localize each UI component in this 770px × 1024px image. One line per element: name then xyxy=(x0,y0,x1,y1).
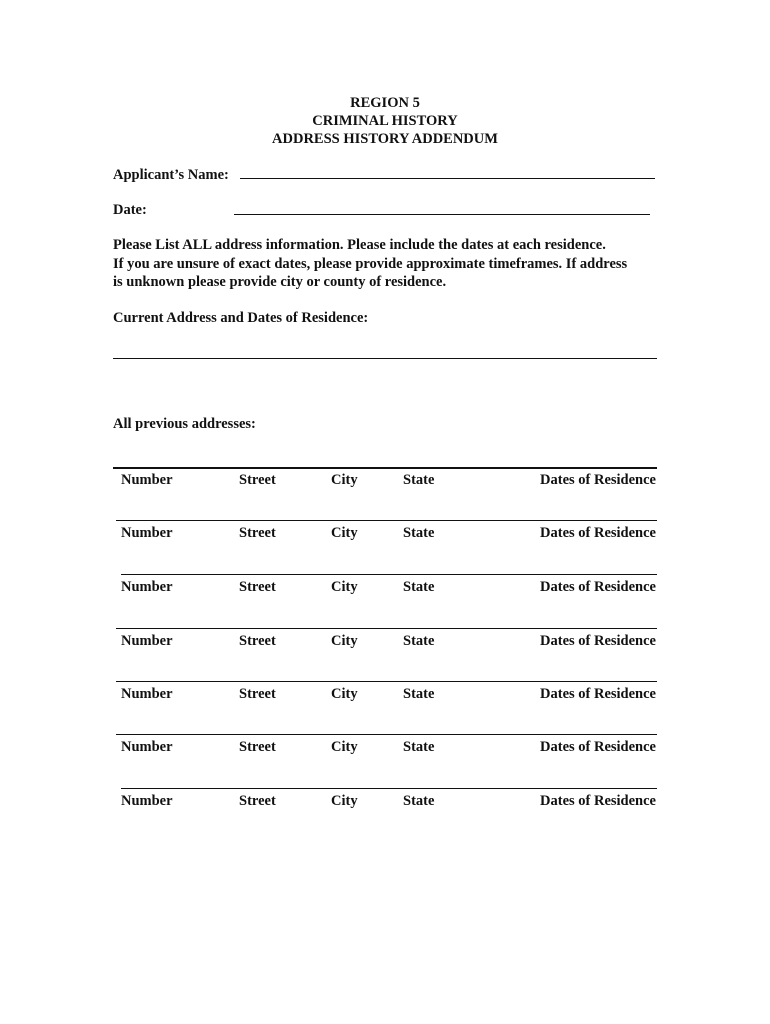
instruction-line-2: If you are unsure of exact dates, please provide approximate timeframes. If address xyxy=(113,256,628,272)
dates-column-label: Dates of Residence xyxy=(540,579,656,595)
dates-column-label: Dates of Residence xyxy=(540,793,656,809)
applicant-name-label: Applicant’s Name: xyxy=(113,167,229,183)
address-row-rule[interactable] xyxy=(116,734,657,735)
number-column-label: Number xyxy=(121,739,173,755)
dates-column-label: Dates of Residence xyxy=(540,472,656,488)
number-column-label: Number xyxy=(121,686,173,702)
address-row-rule[interactable] xyxy=(121,788,657,789)
address-row xyxy=(0,628,770,648)
address-row xyxy=(0,734,770,754)
state-column-label: State xyxy=(403,579,435,595)
address-row xyxy=(0,788,770,808)
header-region: REGION 5 xyxy=(350,95,420,111)
street-column-label: Street xyxy=(239,739,276,755)
number-column-label: Number xyxy=(121,525,173,541)
dates-column-label: Dates of Residence xyxy=(540,686,656,702)
address-row-rule[interactable] xyxy=(121,574,657,575)
header-criminal-history: CRIMINAL HISTORY xyxy=(312,113,458,129)
city-column-label: City xyxy=(331,739,358,755)
header-addendum-title: ADDRESS HISTORY ADDENDUM xyxy=(272,131,498,147)
number-column-label: Number xyxy=(121,633,173,649)
date-label: Date: xyxy=(113,202,147,218)
street-column-label: Street xyxy=(239,525,276,541)
street-column-label: Street xyxy=(239,472,276,488)
date-field[interactable] xyxy=(234,214,650,215)
street-column-label: Street xyxy=(239,793,276,809)
address-row-rule[interactable] xyxy=(116,520,657,521)
state-column-label: State xyxy=(403,525,435,541)
address-row-rule[interactable] xyxy=(116,681,657,682)
state-column-label: State xyxy=(403,633,435,649)
instruction-line-3: is unknown please provide city or county of residence. xyxy=(113,274,447,290)
dates-column-label: Dates of Residence xyxy=(540,633,656,649)
previous-addresses-label: All previous addresses: xyxy=(113,416,256,432)
state-column-label: State xyxy=(403,686,435,702)
number-column-label: Number xyxy=(121,793,173,809)
city-column-label: City xyxy=(331,579,358,595)
number-column-label: Number xyxy=(121,472,173,488)
current-address-field[interactable] xyxy=(113,358,657,359)
street-column-label: Street xyxy=(239,633,276,649)
state-column-label: State xyxy=(403,739,435,755)
address-row-rule[interactable] xyxy=(116,628,657,629)
number-column-label: Number xyxy=(121,579,173,595)
applicant-name-field[interactable] xyxy=(240,178,655,179)
dates-column-label: Dates of Residence xyxy=(540,739,656,755)
state-column-label: State xyxy=(403,793,435,809)
address-row xyxy=(0,520,770,540)
address-row xyxy=(0,574,770,594)
current-address-label: Current Address and Dates of Residence: xyxy=(113,310,369,326)
city-column-label: City xyxy=(331,472,358,488)
city-column-label: City xyxy=(331,686,358,702)
street-column-label: Street xyxy=(239,686,276,702)
city-column-label: City xyxy=(331,633,358,649)
address-row-rule[interactable] xyxy=(113,467,657,469)
street-column-label: Street xyxy=(239,579,276,595)
address-row xyxy=(0,467,770,487)
dates-column-label: Dates of Residence xyxy=(540,525,656,541)
instruction-line-1: Please List ALL address information. Please include the dates at each residence. xyxy=(113,237,606,253)
address-row xyxy=(0,681,770,701)
state-column-label: State xyxy=(403,472,435,488)
city-column-label: City xyxy=(331,525,358,541)
city-column-label: City xyxy=(331,793,358,809)
